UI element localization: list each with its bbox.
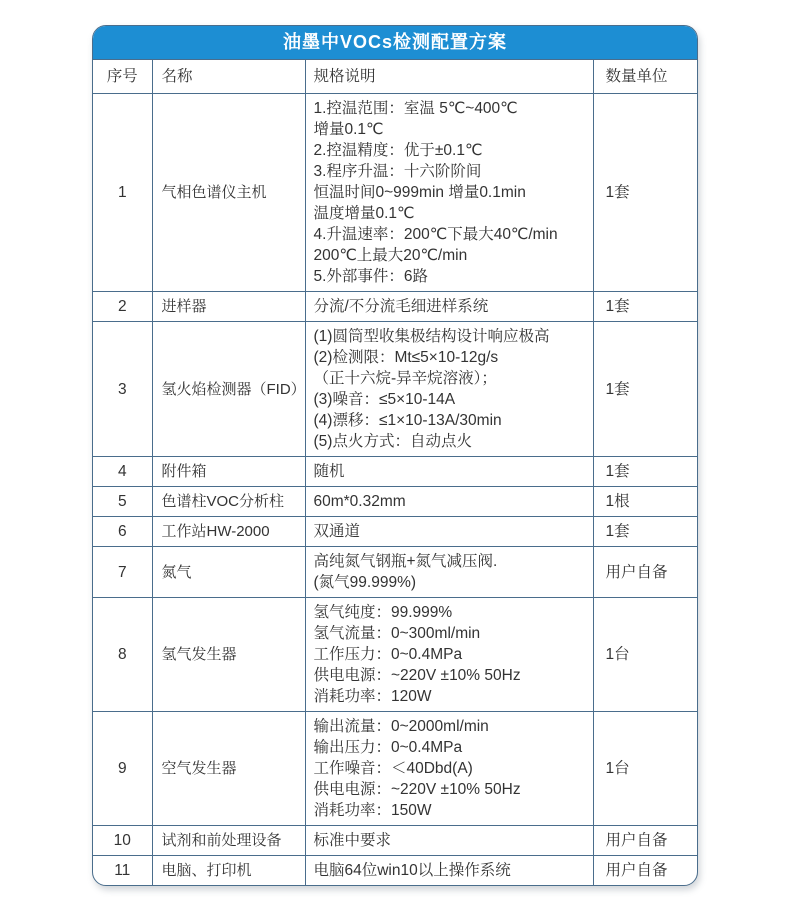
spec-line: 消耗功率：120W xyxy=(313,688,432,705)
row-spec xyxy=(305,856,593,886)
row-serial: 10 xyxy=(93,826,152,856)
row-quantity: 1台 xyxy=(593,598,698,712)
spec-line: 工作压力：0~0.4MPa xyxy=(313,646,463,663)
table-row xyxy=(93,292,698,322)
spec-line: (2)检测限：Mt≤5×10-12g/s xyxy=(313,349,499,366)
spec-line: 标准中要求 xyxy=(313,832,392,849)
row-item-name: 气相色谱仪主机 xyxy=(152,94,305,292)
row-spec xyxy=(305,547,593,598)
row-quantity: 1套 xyxy=(593,457,698,487)
table-row xyxy=(93,598,698,712)
row-serial: 6 xyxy=(93,517,152,547)
spec-line: 2.控温精度：优于±0.1℃ xyxy=(313,142,483,159)
table-row xyxy=(93,826,698,856)
spec-line: (3)噪音：≤5×10-14A xyxy=(313,391,456,408)
spec-line: 3.程序升温：十六阶阶间 xyxy=(313,163,482,180)
row-serial: 5 xyxy=(93,487,152,517)
spec-line: 分流/不分流毛细进样系统 xyxy=(313,298,489,315)
row-item-name: 试剂和前处理设备 xyxy=(152,826,305,856)
row-spec xyxy=(305,322,593,457)
spec-line: （正十六烷-异辛烷溶液）； xyxy=(313,370,497,387)
table-row xyxy=(93,487,698,517)
spec-line: 5.外部事件：6路 xyxy=(313,268,429,285)
row-spec xyxy=(305,712,593,826)
spec-line: 输出流量：0~2000ml/min xyxy=(313,718,489,735)
config-table xyxy=(93,59,698,885)
spec-line: 1.控温范围：室温 5℃~400℃ xyxy=(313,100,518,117)
spec-line: 温度增量0.1℃ xyxy=(313,205,415,222)
spec-line: 电脑64位win10以上操作系统 xyxy=(313,862,511,879)
row-item-name: 氢气发生器 xyxy=(152,598,305,712)
row-quantity: 1套 xyxy=(593,94,698,292)
row-spec xyxy=(305,487,593,517)
config-table-card xyxy=(92,25,698,886)
row-item-name: 附件箱 xyxy=(152,457,305,487)
row-spec xyxy=(305,826,593,856)
spec-line: 随机 xyxy=(313,463,345,480)
row-serial: 11 xyxy=(93,856,152,886)
row-quantity: 1套 xyxy=(593,292,698,322)
table-header-row xyxy=(93,60,698,94)
spec-line: 氢气纯度：99.999% xyxy=(313,604,453,621)
spec-line: 供电电源：~220V ±10% 50Hz xyxy=(313,781,521,798)
column-header-serial: 序号 xyxy=(93,60,152,94)
row-spec xyxy=(305,598,593,712)
row-item-name: 工作站HW-2000 xyxy=(152,517,305,547)
row-item-name: 电脑、打印机 xyxy=(152,856,305,886)
row-item-name: 色谱柱VOC分析柱 xyxy=(152,487,305,517)
spec-line: (1)圆筒型收集极结构设计响应极高 xyxy=(313,328,550,345)
row-quantity: 1套 xyxy=(593,517,698,547)
row-serial: 9 xyxy=(93,712,152,826)
spec-line: (4)漂移：≤1×10-13A/30min xyxy=(313,412,502,429)
spec-line: 4.升温速率：200℃下最大40℃/min xyxy=(313,226,558,243)
column-header-quantity-unit: 数量单位 xyxy=(593,60,698,94)
spec-line: 供电电源：~220V ±10% 50Hz xyxy=(313,667,521,684)
spec-line: 输出压力：0~0.4MPa xyxy=(313,739,463,756)
spec-line: 高纯氮气钢瓶+氮气减压阀. xyxy=(313,553,498,570)
row-quantity: 1套 xyxy=(593,322,698,457)
row-serial: 7 xyxy=(93,547,152,598)
table-row xyxy=(93,856,698,886)
row-spec xyxy=(305,457,593,487)
spec-line: 恒温时间0~999min 增量0.1min xyxy=(313,184,526,201)
table-row xyxy=(93,547,698,598)
column-header-name: 名称 xyxy=(152,60,305,94)
table-row xyxy=(93,94,698,292)
table-row xyxy=(93,322,698,457)
row-item-name: 氮气 xyxy=(152,547,305,598)
row-serial: 3 xyxy=(93,322,152,457)
spec-line: 双通道 xyxy=(313,523,361,540)
row-quantity: 用户自备 xyxy=(593,856,698,886)
row-serial: 4 xyxy=(93,457,152,487)
row-spec xyxy=(305,94,593,292)
table-title-bar xyxy=(93,26,697,59)
row-quantity: 用户自备 xyxy=(593,547,698,598)
table-row xyxy=(93,517,698,547)
row-spec xyxy=(305,517,593,547)
row-serial: 8 xyxy=(93,598,152,712)
row-item-name: 空气发生器 xyxy=(152,712,305,826)
table-row xyxy=(93,457,698,487)
spec-line: 增量0.1℃ xyxy=(313,121,384,138)
row-quantity: 1台 xyxy=(593,712,698,826)
spec-line: (5)点火方式：自动点火 xyxy=(313,433,472,450)
row-quantity: 1根 xyxy=(593,487,698,517)
row-item-name: 进样器 xyxy=(152,292,305,322)
table-row xyxy=(93,712,698,826)
column-header-spec: 规格说明 xyxy=(305,60,593,94)
spec-line: 60m*0.32mm xyxy=(313,493,406,510)
row-serial: 2 xyxy=(93,292,152,322)
row-item-name: 氢火焰检测器（FID） xyxy=(152,322,305,457)
spec-line: 氢气流量：0~300ml/min xyxy=(313,625,481,642)
spec-line: 200℃上最大20℃/min xyxy=(313,247,468,264)
row-serial: 1 xyxy=(93,94,152,292)
row-quantity: 用户自备 xyxy=(593,826,698,856)
page-title: 油墨中VOCs检测配置方案 xyxy=(282,32,508,52)
spec-line: 工作噪音：＜40Dbd(A) xyxy=(313,760,473,777)
spec-line: 消耗功率：150W xyxy=(313,802,432,819)
row-spec xyxy=(305,292,593,322)
spec-line: (氮气99.999%) xyxy=(313,574,417,591)
